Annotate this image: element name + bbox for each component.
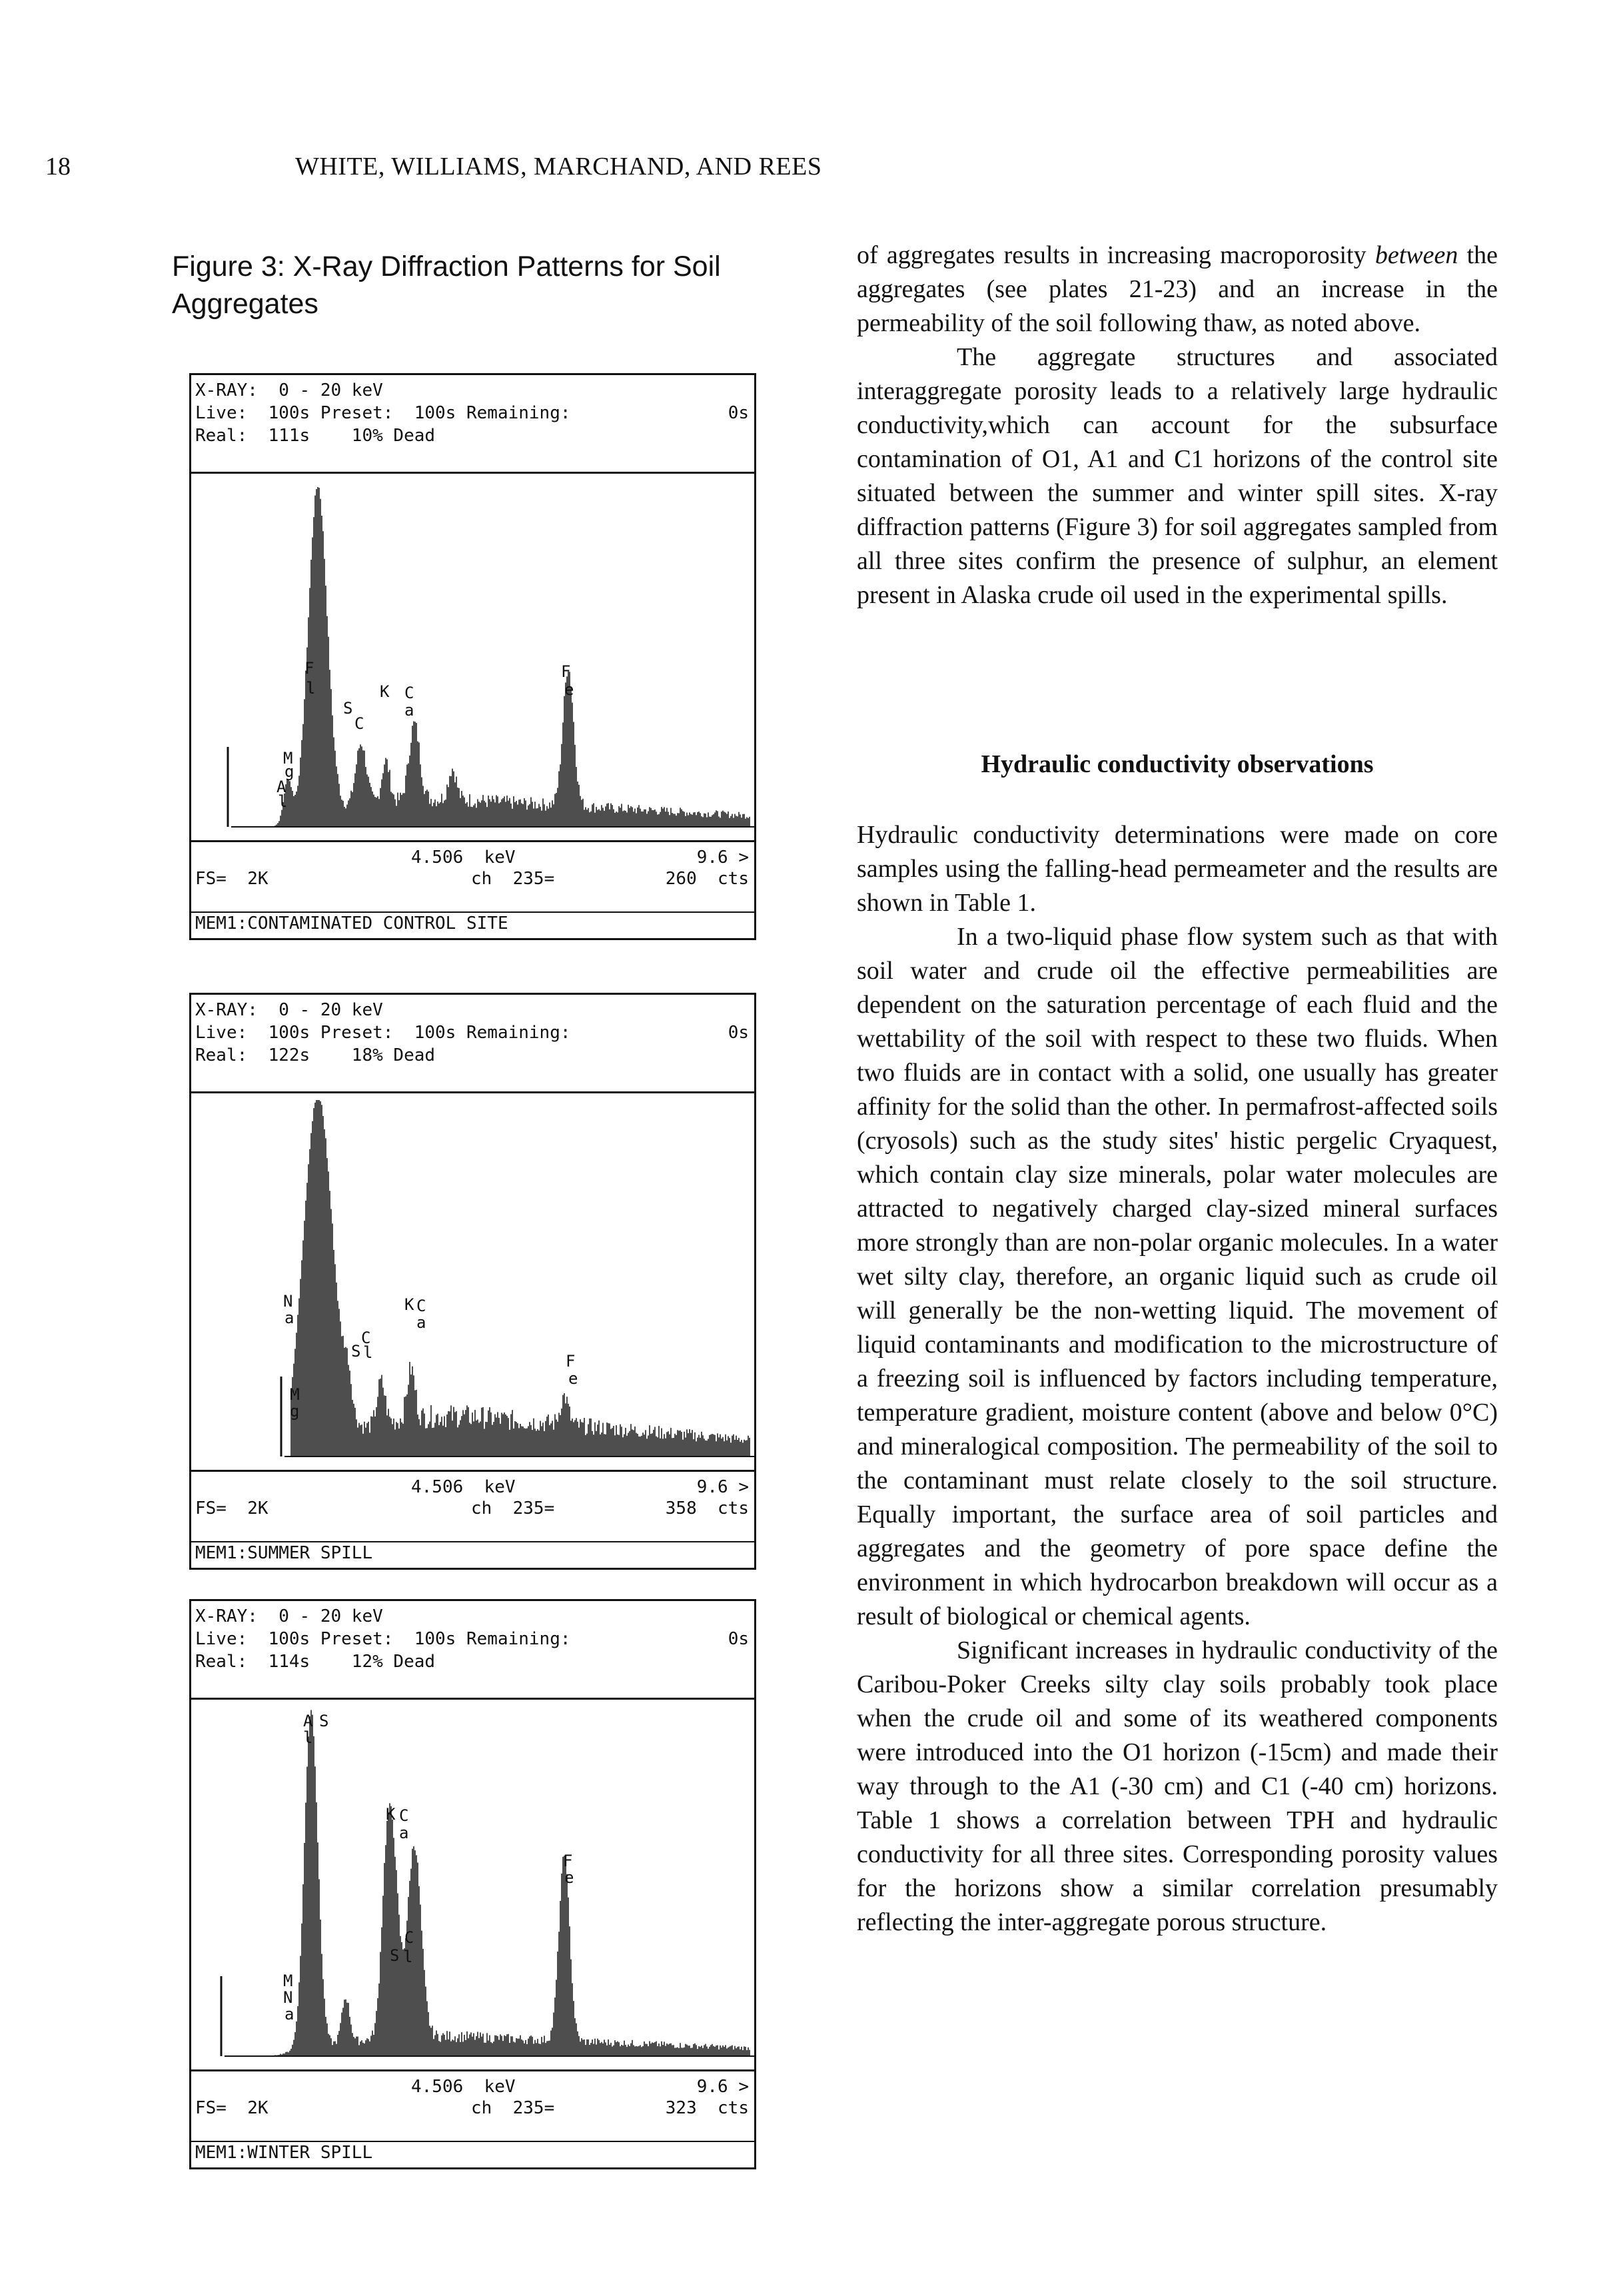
remaining-value: 0s	[728, 403, 749, 423]
remaining-value: 0s	[728, 1023, 749, 1043]
channel: ch 235=	[471, 869, 555, 889]
counts: 260 cts	[665, 869, 749, 889]
spectrum-svg	[191, 1093, 754, 1470]
peak-label: a	[284, 1309, 294, 1327]
peak-label: K	[386, 1805, 396, 1824]
peak-label: e	[568, 1369, 578, 1388]
channel: ch 235=	[471, 2098, 555, 2118]
xrd-panel-control	[189, 373, 756, 940]
range-end: 9.6 >	[696, 2077, 749, 2097]
peak-label: g	[290, 1402, 300, 1421]
panel-footer	[191, 2069, 754, 2165]
figure-caption-line2: Aggregates	[172, 288, 318, 320]
paragraph-aggregate-structures: The aggregate structures and associated interaggregate porosity leads to a relatively large hydraulic conductivity,which can account for the subsurface contamination of O1, A1 and C1 horizons of the control site situated between the summer and winter spill sites. X-ray diffraction patterns (Figure 3) for soil aggregates sampled from all three sites confirm the presence of sulphur, an element present in Alaska crude oil used in the experimental spills.	[857, 343, 1498, 609]
cursor-kev: 4.506 keV	[411, 848, 516, 867]
peak-label: a	[399, 1824, 409, 1842]
xrd-panel-winter	[189, 1599, 756, 2169]
live-line: Live: 100s Preset: 100s Remaining:	[195, 1023, 571, 1043]
peak-label: e	[564, 1868, 574, 1887]
paragraph-continuation: of aggregates results in increasing macroporosity between the aggregates (see plates 21-23) and an increase in the permeability of the soil following thaw, as noted above.	[857, 241, 1498, 337]
spectrum-plot	[191, 1093, 754, 1470]
peak-label: S	[319, 1712, 329, 1730]
peak-label: l	[363, 1343, 373, 1362]
real-line: Real: 111s 10% Dead	[195, 426, 436, 446]
peak-label: C	[399, 1806, 409, 1825]
remaining-value: 0s	[728, 1629, 749, 1649]
peak-label: S	[343, 699, 353, 718]
xray-range-line: X-RAY: 0 - 20 keV	[195, 380, 383, 400]
spectrum-plot	[191, 1700, 754, 2069]
peak-label: M	[283, 1972, 293, 1990]
site-label-bar	[191, 911, 754, 935]
panel-header	[191, 1601, 754, 1700]
full-scale: FS= 2K	[195, 869, 269, 889]
peak-label: C	[404, 1928, 414, 1947]
figure-caption-line1: Figure 3: X-Ray Diffraction Patterns for Soil	[172, 251, 721, 283]
counts: 323 cts	[665, 2098, 749, 2118]
site-label-bar	[191, 1541, 754, 1565]
real-line: Real: 114s 12% Dead	[195, 1652, 436, 1672]
peak-label: a	[284, 2005, 294, 2023]
channel: ch 235=	[471, 1498, 555, 1518]
live-line: Live: 100s Preset: 100s Remaining:	[195, 1629, 571, 1649]
full-scale: FS= 2K	[195, 1498, 269, 1518]
full-scale: FS= 2K	[195, 2098, 269, 2118]
text-column-upper	[857, 239, 1498, 612]
range-end: 9.6 >	[696, 848, 749, 867]
peak-label: C	[416, 1297, 426, 1315]
panel-footer	[191, 840, 754, 935]
peak-label: C	[361, 1329, 371, 1347]
peak-label: K	[404, 1295, 414, 1314]
peak-label: l	[403, 1948, 413, 1966]
site-label: MEM1:WINTER SPILL	[195, 2143, 373, 2163]
site-label: MEM1:CONTAMINATED CONTROL SITE	[195, 913, 508, 933]
counts: 358 cts	[665, 1498, 749, 1518]
paragraph-hydraulic-determinations: Hydraulic conductivity determinations were made on core samples using the falling-head permeameter and the results are shown in Table 1.	[857, 821, 1498, 917]
live-line: Live: 100s Preset: 100s Remaining:	[195, 403, 571, 423]
peak-label: A	[303, 1712, 313, 1730]
peak-label: l	[306, 679, 316, 698]
peak-label: l	[303, 1728, 313, 1747]
peak-label: g	[284, 762, 294, 781]
site-label: MEM1:SUMMER SPILL	[195, 1543, 373, 1563]
text-column-lower	[857, 818, 1498, 1940]
emphasis-between: between	[1374, 241, 1458, 269]
peak-label: S	[390, 1946, 400, 1965]
peak-label: N	[283, 1292, 293, 1311]
peak-label: F	[563, 1852, 573, 1870]
page-header	[0, 152, 1613, 192]
running-head: WHITE, WILLIAMS, MARCHAND, AND REES	[295, 153, 822, 181]
peak-label: F	[561, 662, 571, 681]
peak-label: l	[278, 792, 288, 811]
xrd-panel-summer	[189, 993, 756, 1570]
figure-caption	[172, 248, 798, 322]
peak-label: F	[304, 659, 314, 678]
section-heading-block	[857, 748, 1498, 782]
peak-label: A	[276, 778, 286, 796]
peak-label: K	[380, 682, 390, 701]
peak-label: F	[566, 1352, 576, 1371]
spectrum-svg	[191, 474, 754, 840]
xray-range-line: X-RAY: 0 - 20 keV	[195, 1606, 383, 1626]
cursor-kev: 4.506 keV	[411, 1477, 516, 1497]
real-line: Real: 122s 18% Dead	[195, 1045, 436, 1065]
peak-label: a	[404, 701, 414, 720]
peak-label: e	[564, 680, 574, 699]
spectrum-plot	[191, 474, 754, 840]
spectrum-svg	[191, 1700, 754, 2069]
range-end: 9.6 >	[696, 1477, 749, 1497]
panel-header	[191, 375, 754, 474]
cursor-kev: 4.506 keV	[411, 2077, 516, 2097]
paragraph-two-liquid: In a two-liquid phase flow system such as that with soil water and crude oil the effective permeabilities are dependent on the saturation percentage of each fluid and the wettability of the soil with respect to these two fluids. When two fluids are in contact with a solid, one usually has greater affinity for the solid than the other. In permafrost-affected soils (cryosols) such as the study sites' histic pergelic Cryaquest, which contain clay size minerals, polar water molecules are attracted to negatively charged clay-sized mineral surfaces more strongly than are non-polar organic molecules. In a water wet silty clay, therefore, an organic liquid such as crude oil will generally be the non-wetting liquid. The movement of liquid contaminants and modification to the microstructure of a freezing soil is influenced by factors including temperature, temperature gradient, moisture content (above and below 0°C) and mineralogical composition. The permeability of the soil to the contaminant must relate closely to the soil structure. Equally important, the surface area of soil particles and aggregates and the geometry of pore space define the environment in which hydrocarbon breakdown will occur as a result of biological or chemical agents.	[857, 923, 1498, 1630]
page-number: 18	[45, 153, 71, 181]
peak-label: N	[283, 1988, 293, 2007]
panel-header	[191, 995, 754, 1093]
peak-label: S	[351, 1342, 361, 1361]
peak-label: C	[404, 684, 414, 702]
peak-label: M	[283, 749, 293, 768]
paragraph-significant-increases: Significant increases in hydraulic conductivity of the Caribou-Poker Creeks silty clay soils probably took place when the crude oil and some of its weathered components were introduced into the O1 horizon (-15cm) and made their way through to the A1 (-30 cm) and C1 (-40 cm) horizons. Table 1 shows a correlation between TPH and hydraulic conductivity for all three sites. Corresponding porosity values for the horizons show a similar correlation presumably reflecting the inter-aggregate porous structure.	[857, 1636, 1498, 1936]
peak-label: C	[354, 714, 364, 733]
site-label-bar	[191, 2141, 754, 2165]
peak-label: M	[290, 1385, 300, 1404]
xray-range-line: X-RAY: 0 - 20 keV	[195, 1000, 383, 1020]
section-heading: Hydraulic conductivity observations	[981, 750, 1374, 778]
peak-label: a	[416, 1313, 426, 1332]
panel-footer	[191, 1470, 754, 1565]
